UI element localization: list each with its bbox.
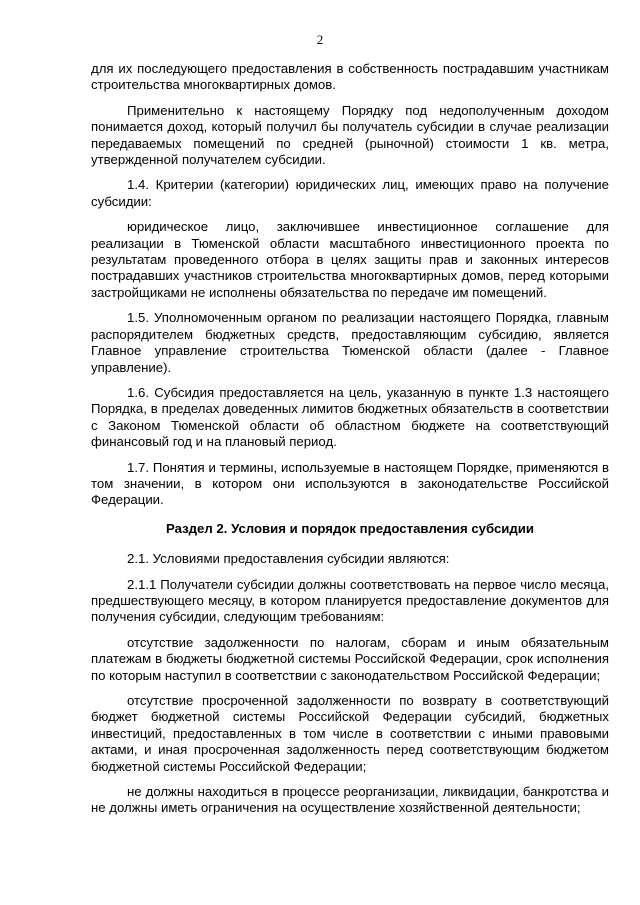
paragraph: Применительно к настоящему Порядку под недополученным доходом понимается доход, который получил бы получатель субсидии в случае реализации передаваемых помещений по средней (рыночной) стоимости 1 кв. метра, утвержденной получателем субсидии. <box>91 102 609 168</box>
paragraph: не должны находиться в процессе реорганизации, ликвидации, банкротства и не должны иметь ограничения на осуществление хозяйственной деятельности; <box>91 784 609 816</box>
paragraph: 1.6. Субсидия предоставляется на цель, указанную в пункте 1.3 настоящего Порядка, в пределах доведенных лимитов бюджетных обязательств в соответствии с Законом Тюменской области об областном бюджете на соответствующий финансовый год и на плановый период. <box>91 384 609 450</box>
paragraph: отсутствие просроченной задолженности по возврату в соответствующий бюджет бюджетной системы Российской Федерации субсидий, бюджетных инвестиций, предоставленных в том числе в соответствии с иными правовыми актами, и иная просроченная задолженность перед соответствующим бюджетом бюджетной системы Российской Федерации; <box>91 693 609 774</box>
paragraph: отсутствие задолженности по налогам, сборам и иным обязательным платежам в бюджеты бюджетной системы Российской Федерации, срок исполнения по которым наступил в соответствии с законодательством Российской Федерации; <box>91 634 609 683</box>
paragraph: юридическое лицо, заключившее инвестиционное соглашение для реализации в Тюменской области масштабного инвестиционного проекта по результатам проведенного отбора в целях защиты прав и законных интересов пострадавших участников строительства многоквартирных домов, перед которыми застройщиками не исполнены обязательства по передаче им помещений. <box>91 219 609 300</box>
paragraph: для их последующего предоставления в собственность пострадавшим участникам строительства многоквартирных домов. <box>91 61 609 93</box>
paragraph: 2.1. Условиями предоставления субсидии являются: <box>127 551 450 567</box>
paragraph: 2.1.1 Получатели субсидии должны соответствовать на первое число месяца, предшествующего месяцу, в котором планируется предоставление документов для получения субсидии, следующим требованиям: <box>91 576 609 625</box>
page-number: 2 <box>316 32 324 47</box>
paragraph: 1.5. Уполномоченным органом по реализации настоящего Порядка, главным распорядителем бюджетных средств, предоставляющим субсидию, является Главное управление строительства Тюменской области (далее - Главное управление). <box>91 310 609 375</box>
paragraph: 1.4. Критерии (категории) юридических лиц, имеющих право на получение субсидии: <box>91 177 609 209</box>
paragraph: 1.7. Понятия и термины, используемые в настоящем Порядке, применяются в том значении, в котором они используются в законодательстве Российской Федерации. <box>91 459 609 508</box>
document-body <box>91 61 609 826</box>
section-heading: Раздел 2. Условия и порядок предоставления субсидии <box>166 520 534 536</box>
